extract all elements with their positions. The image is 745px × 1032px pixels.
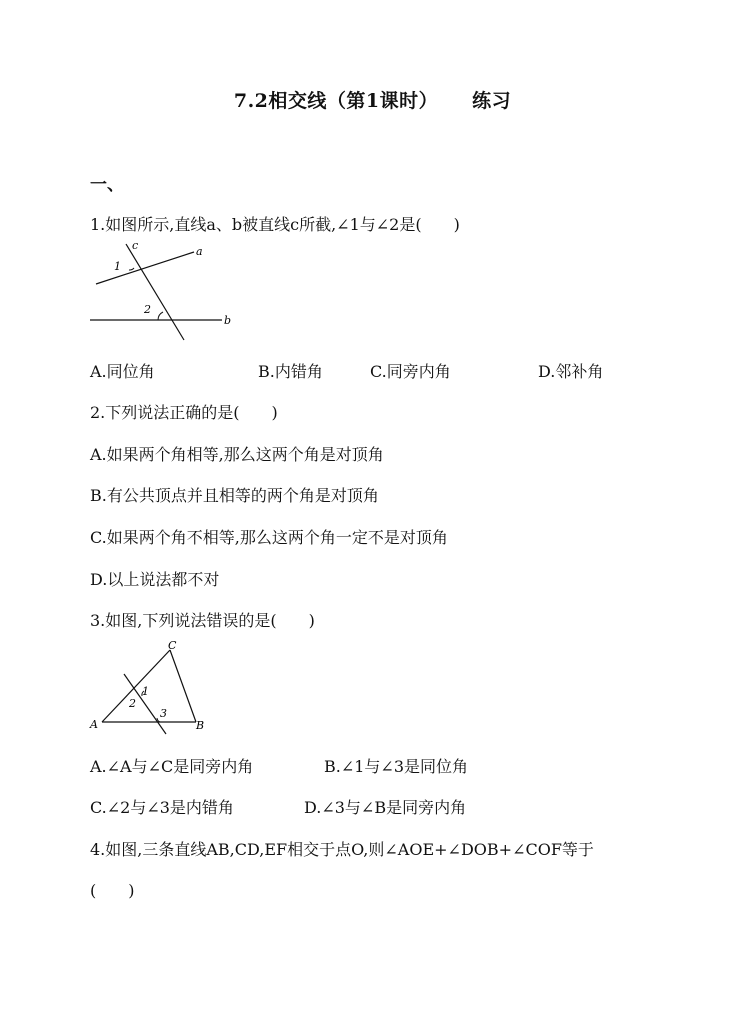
q2-option-b: B.有公共顶点并且相等的两个角是对顶角 xyxy=(90,486,379,505)
label-c: c xyxy=(132,240,139,252)
q1-stem: 1.如图所示,直线a、b被直线c所截,∠1与∠2是( ) xyxy=(90,215,460,234)
page-title xyxy=(0,86,745,113)
section-heading: 一、 xyxy=(90,175,124,195)
line-a xyxy=(96,252,194,284)
side-bc xyxy=(170,650,196,722)
label-1: 1 xyxy=(114,260,121,273)
q4-stem: 4.如图,三条直线AB,CD,EF相交于点O,则∠AOE+∠DOB+∠COF等于 xyxy=(90,840,594,859)
q3-option-c: C.∠2与∠3是内错角 xyxy=(90,798,234,817)
q4-stem-cont: ( ) xyxy=(90,881,135,900)
q1-option-a: A.同位角 xyxy=(90,362,155,381)
angle-1-arc xyxy=(129,268,134,270)
label-A: A xyxy=(90,718,98,731)
label-C: C xyxy=(168,639,177,652)
q1-option-d: D.邻补角 xyxy=(538,362,604,381)
q3-option-b: B.∠1与∠3是同位角 xyxy=(324,757,469,776)
q1-option-c: C.同旁内角 xyxy=(370,362,451,381)
angle-2-arc xyxy=(158,312,163,320)
label-a: a xyxy=(196,245,203,258)
label-3: 3 xyxy=(160,707,167,720)
q3-option-d: D.∠3与∠B是同旁内角 xyxy=(304,798,467,817)
label-2: 2 xyxy=(129,697,136,710)
q3-figure xyxy=(88,638,218,738)
q2-option-d: D.以上说法都不对 xyxy=(90,570,220,589)
q2-option-a: A.如果两个角相等,那么这两个角是对顶角 xyxy=(90,445,384,464)
label-B: B xyxy=(196,719,205,732)
label-1: 1 xyxy=(142,685,149,698)
q3-option-a: A.∠A与∠C是同旁内角 xyxy=(90,757,254,776)
label-2: 2 xyxy=(144,303,151,316)
q1-figure xyxy=(88,240,238,346)
label-b: b xyxy=(224,314,232,327)
q2-option-c: C.如果两个角不相等,那么这两个角一定不是对顶角 xyxy=(90,528,448,547)
title-main: 7.2相交线（第1课时） xyxy=(233,90,439,112)
q1-option-b: B.内错角 xyxy=(258,362,323,381)
title-suffix: 练习 xyxy=(472,90,512,112)
q3-stem: 3.如图,下列说法错误的是( ) xyxy=(90,611,315,630)
q2-stem: 2.下列说法正确的是( ) xyxy=(90,403,278,422)
